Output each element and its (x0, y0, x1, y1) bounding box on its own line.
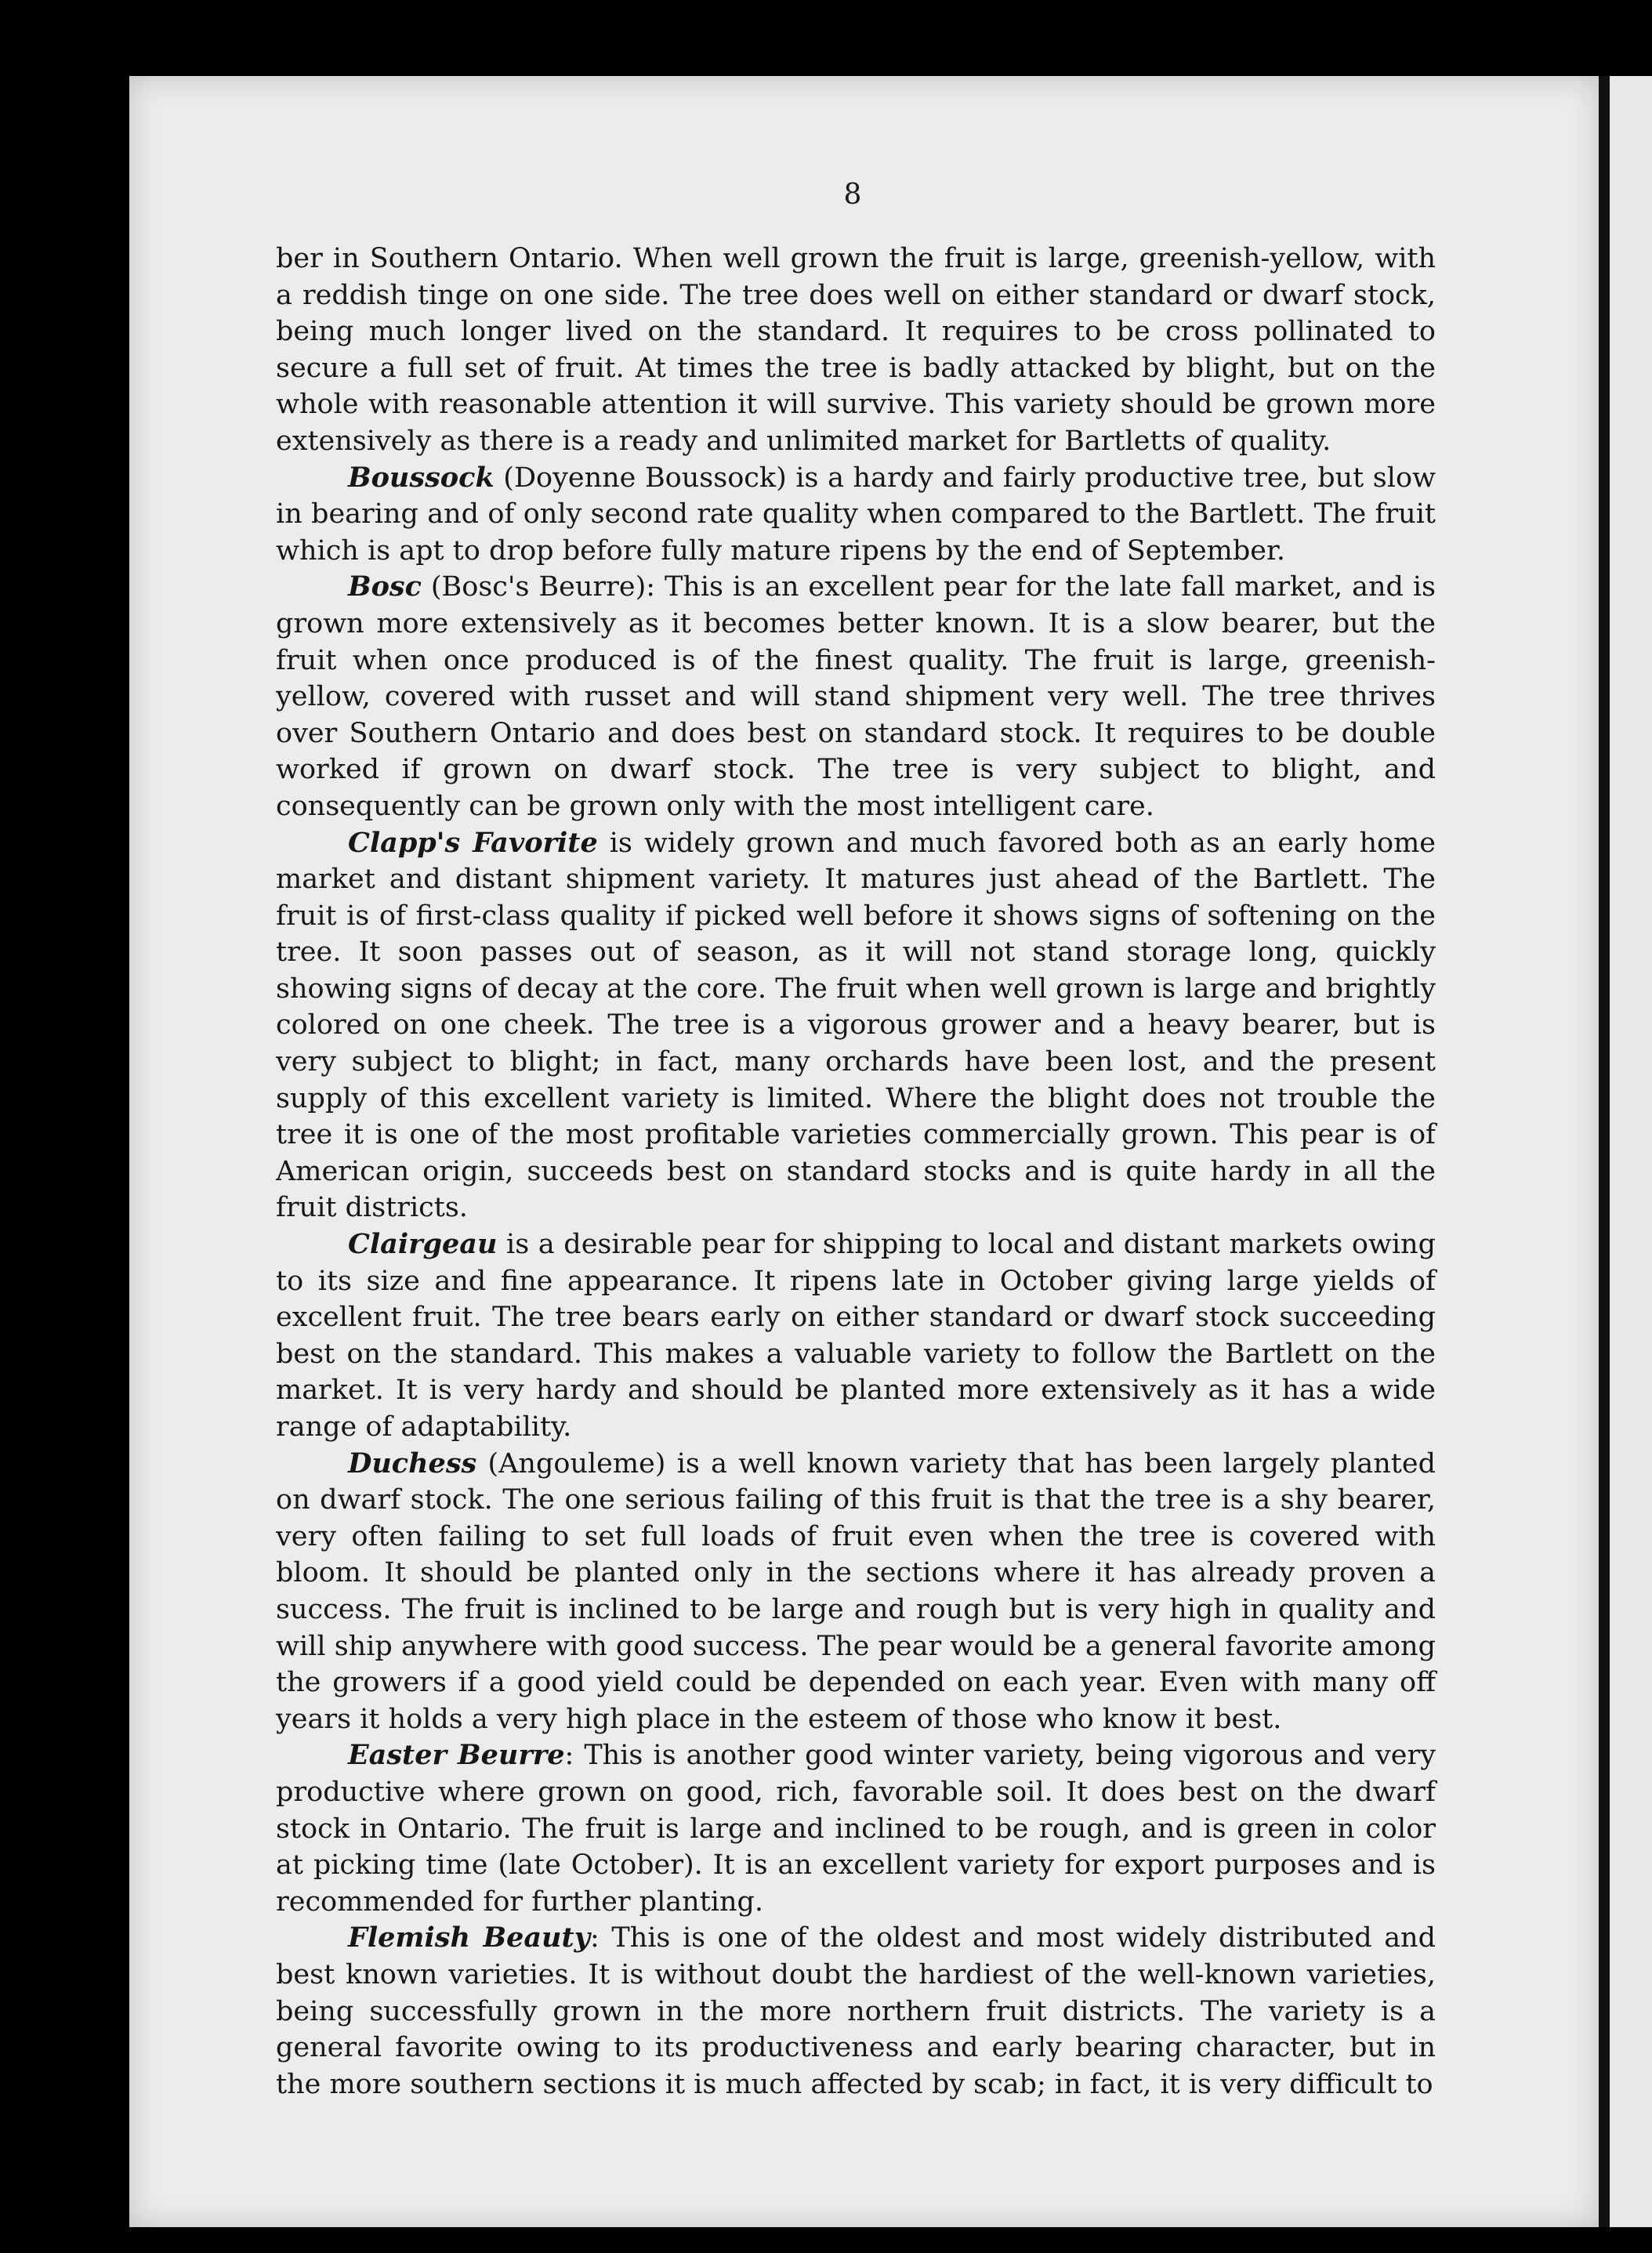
paragraph-bartlett-continued (276, 241, 1436, 460)
paragraph-easter-beurre (276, 1737, 1436, 1920)
paragraph-text: (Angouleme) is a well known variety that has been largely planted on dwarf stock. The one serious failing of this fruit is that the tree is a shy bearer, very often failing to set full loads of fruit even when the tree is covered with bloom. It should be planted only in the sections where it has already proven a success. The fruit is inclined to be large and rough but is very high in quality and will ship anywhere with good success. The pear would be a general favorite among the growers if a good yield could be depended on each year. Even with many off years it holds a very high place in the esteem of those who know it best. (276, 1447, 1436, 1735)
facing-page-edge (1610, 76, 1652, 2227)
variety-name: Bosc (348, 570, 422, 603)
book-spine-shadow (1599, 76, 1610, 2227)
variety-name: Clapp's Favorite (348, 826, 598, 859)
paragraph-text: : This is one of the oldest and most widely distributed and best known varieties. It is without doubt the hardiest of the well-known varieties, being successfully grown in the more northern fruit districts. The variety is a general favorite owing to its productiveness and early bearing character, but in the more southern sections it is much affected by scab; in fact, it is very difficult to (276, 1922, 1436, 2100)
paragraph-text: (Doyenne Boussock) is a hardy and fairly productive tree, but slow in bearing and of only second rate quality when compared to the Bartlett. The fruit which is apt to drop before fully mature ripens by the end of September. (276, 462, 1436, 567)
variety-name: Easter Beurre (348, 1739, 565, 1772)
page-number: 8 (843, 179, 862, 211)
paragraph-text: ber in Southern Ontario. When well grown the fruit is large, greenish-yellow, with a reddish tinge on one side. The tree does well on either standard or dwarf stock, being much longer lived on the standard. It requires to be cross pollinated to secure a full set of fruit. At times the tree is badly attacked by blight, but on the whole with reasonable attention it will survive. This variety should be grown more extensively as there is a ready and unlimited market for Bartletts of quality. (276, 243, 1436, 457)
variety-name: Duchess (348, 1447, 477, 1480)
variety-name: Flemish Beauty (348, 1922, 590, 1954)
paragraph-duchess (276, 1446, 1436, 1738)
variety-name: Boussock (348, 461, 495, 494)
paragraph-flemish-beauty (276, 1920, 1436, 2103)
paragraph-text: is widely grown and much favored both as an early home market and distant shipment variety. It matures just ahead of the Bartlett. The fruit is of first-class quality if picked well before it shows signs of softening on the tree. It soon passes out of season, as it will not stand storage long, quickly showing signs of decay at the core. The fruit when well grown is large and brightly colored on one cheek. The tree is a vigorous grower and a heavy bearer, but is very subject to blight; in fact, many orchards have been lost, and the present supply of this excellent variety is limited. Where the blight does not trouble the tree it is one of the most profitable varieties commercially grown. This pear is of American origin, succeeds best on standard stocks and is quite hardy in all the fruit districts. (276, 827, 1436, 1224)
paragraph-text: : This is another good winter variety, being vigorous and very productive where grown on good, rich, favorable soil. It does best on the dwarf stock in Ontario. The fruit is large and inclined to be rough, and is green in color at picking time (late October). It is an excellent variety for export purposes and is recommended for further planting. (276, 1740, 1436, 1918)
paragraph-clapps-favorite (276, 825, 1436, 1227)
paragraph-clairgeau (276, 1226, 1436, 1446)
variety-name: Clairgeau (348, 1228, 498, 1261)
paragraph-text: (Bosc's Beurre): This is an excellent pear for the late fall market, and is grown more extensively as it becomes better known. It is a slow bearer, but the fruit when once produced is of the finest quality. The fruit is large, greenish-yellow, covered with russet and will stand shipment very well. The tree thrives over Southern Ontario and does best on standard stock. It requires to be double worked if grown on dwarf stock. The tree is very subject to blight, and consequently can be grown only with the most intelligent care. (276, 571, 1436, 822)
paragraph-bosc (276, 569, 1436, 824)
paragraph-text: is a desirable pear for shipping to local and distant markets owing to its size and fine appearance. It ripens late in October giving large yields of excellent fruit. The tree bears early on either standard or dwarf stock succeeding best on the standard. This makes a valuable variety to follow the Bartlett on the market. It is very hardy and should be planted more extensively as it has a wide range of adaptability. (276, 1229, 1436, 1443)
body-text (276, 241, 1436, 2103)
paragraph-boussock (276, 460, 1436, 570)
